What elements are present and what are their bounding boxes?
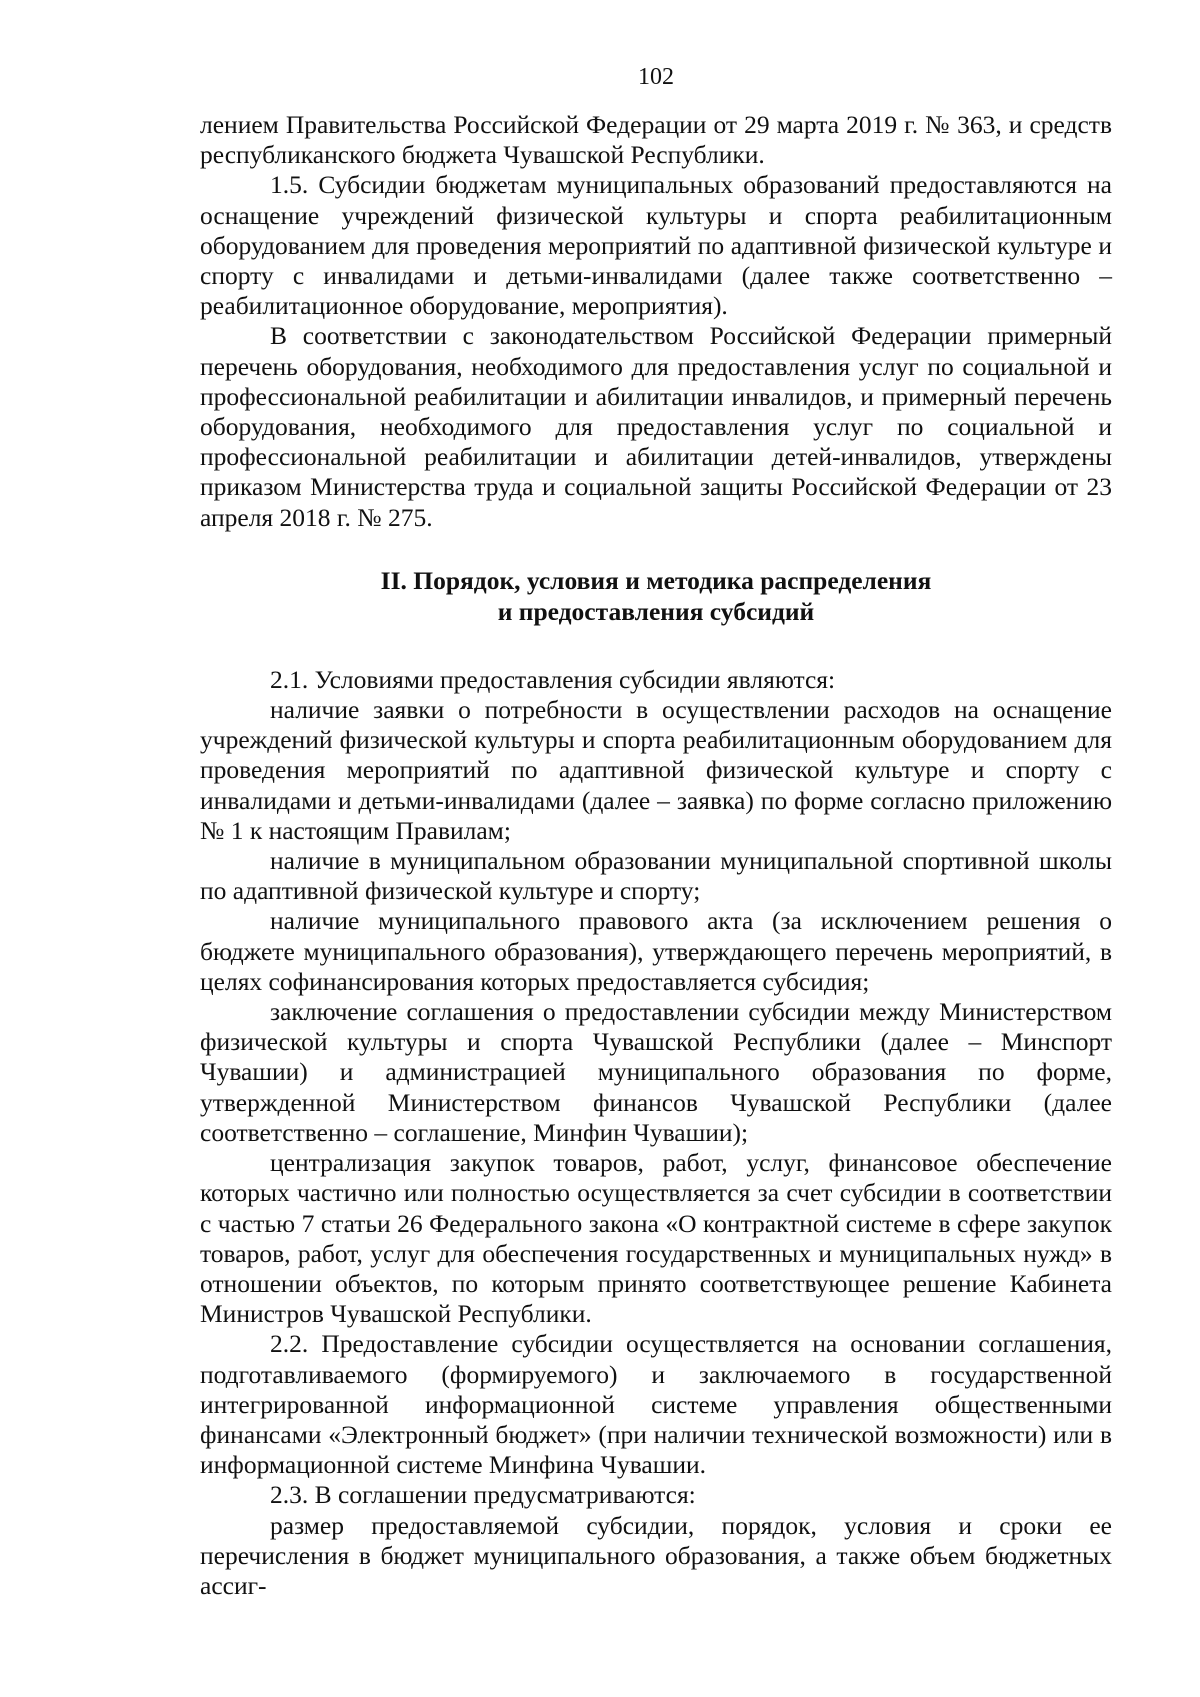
page-number: 102 bbox=[638, 64, 674, 90]
paragraph-condition-sport-school: наличие в муниципальном образовании муниципальной спортивной школы по адаптивной физической культуре и спорту; bbox=[200, 846, 1112, 906]
paragraph-2-2: 2.2. Предоставление субсидии осуществляется на основании соглашения, подготавливаемого (формируемого) и заключаемого в государственной интегрированной информационной системе управления общественными финансами «Электронный бюджет» (при наличии технической возможности) или в информационной системе Минфина Чувашии. bbox=[200, 1329, 1112, 1480]
paragraph-condition-procurement: централизация закупок товаров, работ, услуг, финансовое обеспечение которых частично или полностью осуществляется за счет субсидии в соответствии с частью 7 статьи 26 Федерального закона «О контрактной системе в сфере закупок товаров, работ, услуг для обеспечения государственных и муниципальных нужд» в отношении объектов, по которым принято соответствующее решение Кабинета Министров Чувашской Республики. bbox=[200, 1148, 1112, 1329]
paragraph-subsidy-size: размер предоставляемой субсидии, порядок, условия и сроки ее перечисления в бюджет муниципального образования, а также объем бюджетных ассиг- bbox=[200, 1510, 1112, 1600]
paragraph-equipment-list: В соответствии с законодательством Российской Федерации примерный перечень оборудования, необходимого для предоставления услуг по социальной и профессиональной реабилитации и абилитации инвалидов, и примерный перечень оборудования, необходимого для предоставления услуг по социальной и профессиональной реабилитации и абилитации детей-инвалидов, утверждены приказом Министерства труда и социальной защиты Российской Федерации от 23 апреля 2018 г. № 275. bbox=[200, 321, 1112, 532]
document-page bbox=[200, 62, 1112, 1601]
paragraph-condition-legal-act: наличие муниципального правового акта (за исключением решения о бюджете муниципального образования), утверждающего перечень мероприятий, в целях софинансирования которых предоставляется субсидия; bbox=[200, 906, 1112, 996]
paragraph-2-3: 2.3. В соглашении предусматриваются: bbox=[270, 1480, 696, 1510]
paragraph-1-5: 1.5. Субсидии бюджетам муниципальных образований предоставляются на оснащение учреждений физической культуры и спорта реабилитационным оборудованием для проведения мероприятий по адаптивной физической культуре и спорту с инвалидами и детьми-инвалидами (далее также соответственно – реабилитационное оборудование, мероприятия). bbox=[200, 170, 1112, 321]
paragraph-continuation: лением Правительства Российской Федерации от 29 марта 2019 г. № 363, и средств республиканского бюджета Чувашской Республики. bbox=[200, 110, 1112, 170]
section-heading-line-1: II. Порядок, условия и методика распределения bbox=[380, 565, 932, 595]
paragraph-2-1: 2.1. Условиями предоставления субсидии являются: bbox=[270, 664, 836, 694]
paragraph-condition-application: наличие заявки о потребности в осуществлении расходов на оснащение учреждений физической культуры и спорта реабилитационным оборудованием для проведения мероприятий по адаптивной физической культуре и спорту с инвалидами и детьми-инвалидами (далее – заявка) по форме согласно приложению № 1 к настоящим Правилам; bbox=[200, 695, 1112, 845]
section-heading bbox=[200, 565, 1112, 627]
section-heading-line-2: и предоставления субсидий bbox=[497, 596, 815, 626]
paragraph-condition-agreement: заключение соглашения о предоставлении субсидии между Министерством физической культуры и спорта Чувашской Республики (далее – Минспорт Чувашии) и администрацией муниципального образования по форме, утвержденной Министерством финансов Чувашской Республики (далее соответственно – соглашение, Минфин Чувашии); bbox=[200, 997, 1112, 1147]
